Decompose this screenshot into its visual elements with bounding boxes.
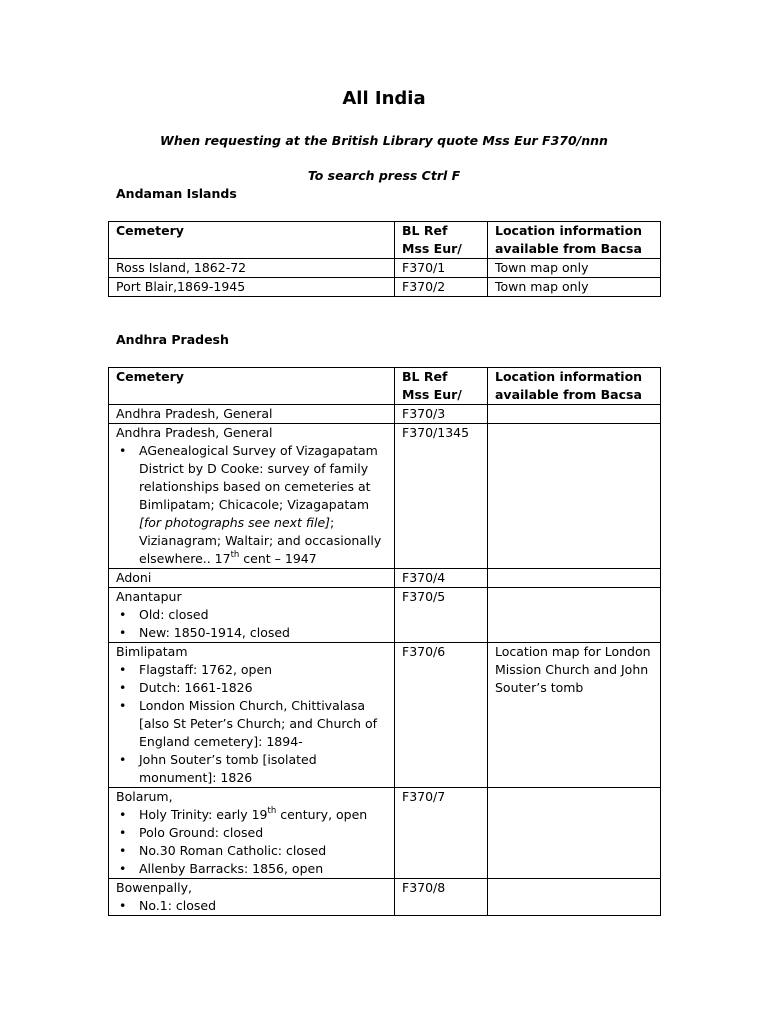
quote-instruction: When requesting at the British Library quote Mss Eur F370/nnn [160,133,608,148]
list-item: • AGenealogical Survey of Vizagapatam District by D Cooke: survey of family relationships based on cemeteries at Bimlipatam; Chicacole; Vizagapatam [for photographs see next file]; Vizianagram; Waltair; and occasionally elsewhere.. 17th cent – 1947 [139,442,387,568]
bullet-list [116,661,387,787]
table-row [109,259,661,278]
table-header-row [109,368,661,405]
location-cell: Town map only [488,259,661,278]
ref-cell: F370/4 [395,569,488,588]
list-item: • No.30 Roman Catholic: closed [139,842,387,860]
table-row [109,788,661,879]
ref-cell: F370/1 [395,259,488,278]
search-instruction: To search press Ctrl F [307,168,461,183]
table-row [109,405,661,424]
table-row [109,424,661,569]
bullet-list [116,606,387,642]
list-item: • Dutch: 1661-1826 [139,679,387,697]
cemetery-cell: Bolarum, • Holy Trinity: early 19th century, open • Polo Ground: closed • No.30 Roman Catholic: closed • Allenby Barracks: 1856, open [109,788,395,879]
bullet-list [116,806,387,878]
list-item: • New: 1850-1914, closed [139,624,387,642]
header-cemetery: Cemetery [109,368,395,405]
location-cell [488,788,661,879]
location-cell [488,405,661,424]
list-item: • Allenby Barracks: 1856, open [139,860,387,878]
list-item: • John Souter’s tomb [isolated monument]: 1826 [139,751,387,787]
list-item: • Flagstaff: 1762, open [139,661,387,679]
ref-cell: F370/3 [395,405,488,424]
list-item: • Old: closed [139,606,387,624]
cemetery-cell: Adoni [109,569,395,588]
header-bl-ref: BL Ref Mss Eur/ [395,222,488,259]
table-row [109,879,661,916]
cemetery-cell: Ross Island, 1862-72 [109,259,395,278]
bullet-list [116,442,387,568]
table-row [109,643,661,788]
andhra-table [108,367,661,916]
cemetery-cell: Andhra Pradesh, General [109,405,395,424]
location-cell: Location map for London Mission Church and John Souter’s tomb [488,643,661,788]
ref-cell: F370/1345 [395,424,488,569]
list-item: • No.1: closed [139,897,387,915]
table-row [109,278,661,297]
table-row [109,569,661,588]
list-item: • Polo Ground: closed [139,824,387,842]
andaman-table [108,221,661,297]
cemetery-cell: Port Blair,1869-1945 [109,278,395,297]
location-cell [488,424,661,569]
ref-cell: F370/7 [395,788,488,879]
location-cell [488,569,661,588]
ref-cell: F370/5 [395,588,488,643]
list-item: • London Mission Church, Chittivalasa [also St Peter’s Church; and Church of England cemetery]: 1894- [139,697,387,751]
location-cell: Town map only [488,278,661,297]
header-location: Location information available from Bacsa [488,222,661,259]
ref-cell: F370/6 [395,643,488,788]
table-row [109,588,661,643]
page-title: All India [342,88,426,109]
location-cell [488,879,661,916]
bullet-list [116,897,387,915]
cemetery-cell: Bowenpally, • No.1: closed [109,879,395,916]
section-heading-andaman: Andaman Islands [116,186,237,201]
cemetery-cell: Andhra Pradesh, General • AGenealogical Survey of Vizagapatam District by D Cooke: survey of family relationships based on cemeteries at Bimlipatam; Chicacole; Vizagapatam [for photographs see next file]; Vizianagram; Waltair; and occasionally elsewhere.. 17th cent – 1947 [109,424,395,569]
location-cell [488,588,661,643]
list-item: • Holy Trinity: early 19th century, open [139,806,387,824]
table-header-row [109,222,661,259]
header-location: Location information available from Bacsa [488,368,661,405]
header-bl-ref: BL Ref Mss Eur/ [395,368,488,405]
header-cemetery: Cemetery [109,222,395,259]
ref-cell: F370/2 [395,278,488,297]
ref-cell: F370/8 [395,879,488,916]
cemetery-cell: Bimlipatam • Flagstaff: 1762, open • Dutch: 1661-1826 • London Mission Church, Chittivalasa [also St Peter’s Church; and Church of England cemetery]: 1894- • John Souter’s tomb [isolated monument]: 1826 [109,643,395,788]
section-heading-andhra: Andhra Pradesh [116,332,229,347]
cemetery-cell: Anantapur • Old: closed • New: 1850-1914, closed [109,588,395,643]
